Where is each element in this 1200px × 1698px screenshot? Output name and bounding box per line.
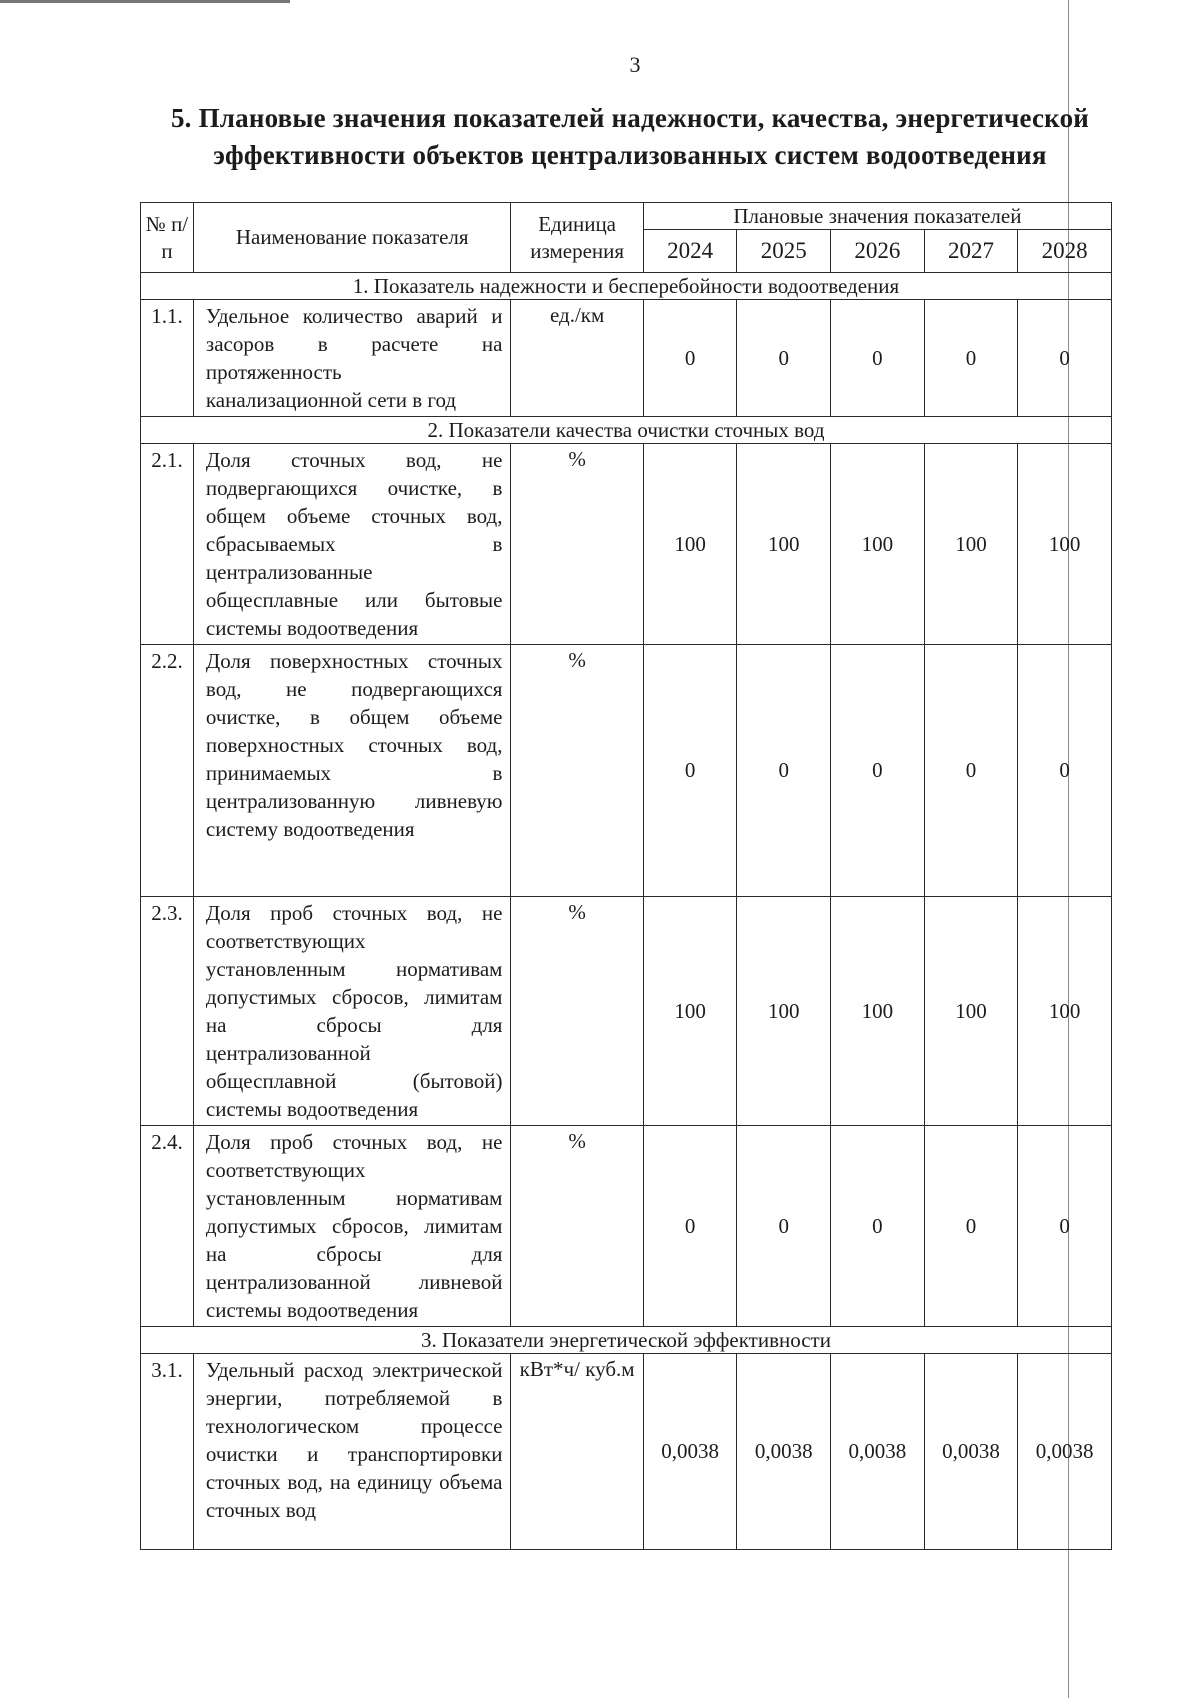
row-name: Удельное количество аварий и засоров в расчете на протяженность канализационной сети в год <box>193 300 511 417</box>
row-unit: ед./км <box>511 300 643 417</box>
row-value: 0,0038 <box>1018 1354 1112 1550</box>
header-year: 2027 <box>924 230 1018 273</box>
section-row <box>141 417 1112 444</box>
row-unit: % <box>511 645 643 897</box>
section-row <box>141 273 1112 300</box>
header-year: 2024 <box>643 230 737 273</box>
indicators-table <box>140 202 1112 1550</box>
section-row <box>141 1327 1112 1354</box>
row-value: 0 <box>1018 1126 1112 1327</box>
row-value: 0,0038 <box>924 1354 1018 1550</box>
header-year: 2028 <box>1018 230 1112 273</box>
row-value: 0,0038 <box>737 1354 831 1550</box>
row-value: 0 <box>1018 645 1112 897</box>
scan-edge-mark <box>0 0 290 3</box>
row-unit: кВт*ч/ куб.м <box>511 1354 643 1550</box>
row-unit: % <box>511 444 643 645</box>
row-num: 2.4. <box>141 1126 194 1327</box>
row-unit: % <box>511 1126 643 1327</box>
row-value: 100 <box>643 444 737 645</box>
row-value: 0,0038 <box>643 1354 737 1550</box>
row-num: 3.1. <box>141 1354 194 1550</box>
row-value: 0 <box>831 300 925 417</box>
row-name: Доля поверхностных сточных вод, не подвергающихся очистке, в общем объеме поверхностных сточных вод, принимаемых в централизованную ливневую систему водоотведения <box>193 645 511 897</box>
row-value: 0 <box>643 645 737 897</box>
row-value: 0 <box>737 1126 831 1327</box>
row-value: 100 <box>643 897 737 1126</box>
row-num: 2.2. <box>141 645 194 897</box>
table-row <box>141 1354 1112 1550</box>
row-num: 1.1. <box>141 300 194 417</box>
row-name: Доля сточных вод, не подвергающихся очистке, в общем объеме сточных вод, сбрасываемых в централизованные общесплавные или бытовые системы водоотведения <box>193 444 511 645</box>
page-number: 3 <box>629 52 641 77</box>
table-row <box>141 645 1112 897</box>
header-num: № п/п <box>141 203 194 273</box>
row-num: 2.1. <box>141 444 194 645</box>
row-name: Доля проб сточных вод, не соответствующих установленным нормативам допустимых сбросов, лимитам на сбросы для централизованной ливневой системы водоотведения <box>193 1126 511 1327</box>
table-header <box>141 203 1112 273</box>
section-title: 3. Показатели энергетической эффективности <box>141 1327 1112 1354</box>
row-value: 0 <box>1018 300 1112 417</box>
header-plan-values: Плановые значения показателей <box>643 203 1111 230</box>
header-year: 2026 <box>831 230 925 273</box>
table-row <box>141 444 1112 645</box>
row-value: 0 <box>737 645 831 897</box>
table-row <box>141 300 1112 417</box>
row-value: 100 <box>737 897 831 1126</box>
header-name: Наименование показателя <box>193 203 511 273</box>
row-value: 100 <box>831 897 925 1126</box>
row-value: 100 <box>924 897 1018 1126</box>
row-value: 0 <box>924 300 1018 417</box>
section-title: 2. Показатели качества очистки сточных вод <box>141 417 1112 444</box>
row-value: 100 <box>1018 444 1112 645</box>
section-title: 1. Показатель надежности и бесперебойности водоотведения <box>141 273 1112 300</box>
row-value: 0 <box>831 645 925 897</box>
header-year: 2025 <box>737 230 831 273</box>
row-value: 100 <box>1018 897 1112 1126</box>
row-value: 100 <box>924 444 1018 645</box>
row-num: 2.3. <box>141 897 194 1126</box>
row-value: 0 <box>643 1126 737 1327</box>
row-name: Удельный расход электрической энергии, потребляемой в технологическом процессе очистки и транспортировки сточных вод, на единицу объема сточных вод <box>193 1354 511 1550</box>
table-body <box>141 273 1112 1550</box>
row-value: 0 <box>831 1126 925 1327</box>
row-value: 100 <box>737 444 831 645</box>
row-value: 0,0038 <box>831 1354 925 1550</box>
header-unit: Единица измерения <box>511 203 643 273</box>
row-value: 0 <box>643 300 737 417</box>
row-value: 0 <box>924 645 1018 897</box>
row-value: 0 <box>737 300 831 417</box>
table-row <box>141 1126 1112 1327</box>
row-value: 0 <box>924 1126 1018 1327</box>
page-title: 5. Плановые значения показателей надежности, качества, энергетической эффективности объектов централизованных систем водоотведения <box>170 103 1090 170</box>
table-row <box>141 897 1112 1126</box>
row-unit: % <box>511 897 643 1126</box>
row-value: 100 <box>831 444 925 645</box>
row-name: Доля проб сточных вод, не соответствующих установленным нормативам допустимых сбросов, лимитам на сбросы для централизованной общесплавной (бытовой) системы водоотведения <box>193 897 511 1126</box>
